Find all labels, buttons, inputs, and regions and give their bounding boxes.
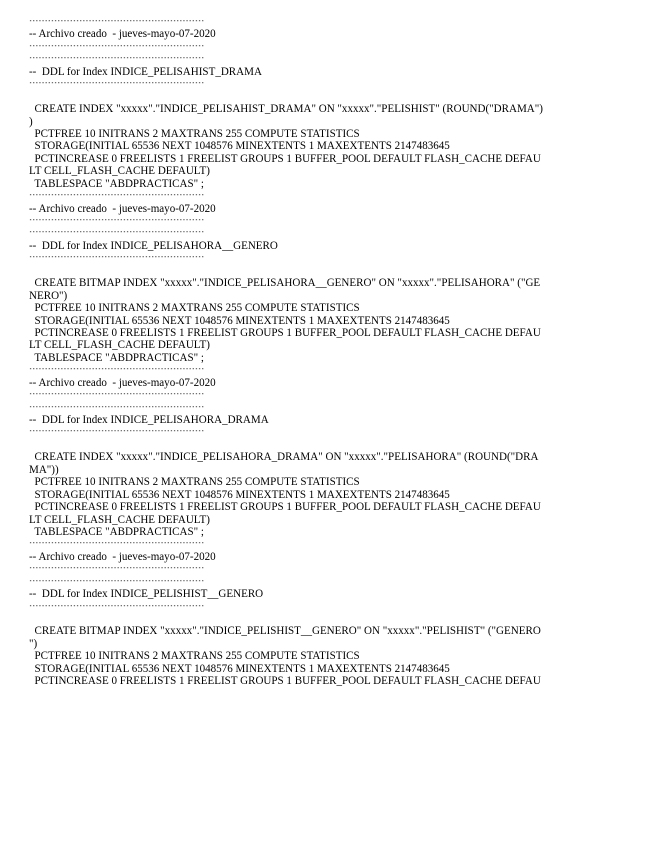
text-line: PCTFREE 10 INITRANS 2 MAXTRANS 255 COMPUTE STATISTICS — [29, 648, 360, 663]
separator-line: -------------------------------------------------------- — [29, 16, 205, 26]
separator-line: -------------------------------------------------------- — [29, 364, 205, 375]
text-line: NERO") — [29, 287, 68, 302]
text-line: -- DDL for Index INDICE_PELISAHIST_DRAMA — [29, 63, 262, 78]
text-line: PCTFREE 10 INITRANS 2 MAXTRANS 255 COMPUTE STATISTICS — [29, 474, 360, 489]
text-line: PCTINCREASE 0 FREELISTS 1 FREELIST GROUPS 1 BUFFER_POOL DEFAULT FLASH_CACHE DEFAU — [29, 324, 541, 339]
text-line: -- Archivo creado - jueves-mayo-07-2020 — [29, 548, 216, 563]
separator-line: -------------------------------------------------------- — [29, 401, 205, 412]
text-line: STORAGE(INITIAL 65536 NEXT 1048576 MINEXTENTS 1 MAXEXTENTS 2147483645 — [29, 138, 450, 153]
separator-line: -------------------------------------------------------- — [29, 78, 205, 89]
separator-line: -------------------------------------------------------- — [29, 538, 205, 549]
separator-line: -------------------------------------------------------- — [29, 389, 205, 400]
text-line: MA")) — [29, 461, 59, 476]
separator-line: -------------------------------------------------------- — [29, 563, 205, 574]
text-line: CREATE BITMAP INDEX "xxxxx"."INDICE_PELISHIST__GENERO" ON "xxxxx"."PELISHIST" ("GENERO — [29, 623, 541, 638]
separator-line: -------------------------------------------------------- — [29, 252, 205, 263]
text-line: ") — [29, 635, 38, 650]
text-line: PCTINCREASE 0 FREELISTS 1 FREELIST GROUPS 1 BUFFER_POOL DEFAULT FLASH_CACHE DEFAU — [29, 499, 541, 514]
text-line: LT CELL_FLASH_CACHE DEFAULT) — [29, 511, 210, 526]
text-line: PCTFREE 10 INITRANS 2 MAXTRANS 255 COMPUTE STATISTICS — [29, 125, 360, 140]
text-line: -- DDL for Index INDICE_PELISHIST__GENERO — [29, 586, 264, 601]
separator-line: -------------------------------------------------------- — [29, 426, 205, 437]
separator-line: -------------------------------------------------------- — [29, 575, 205, 586]
text-line: -- DDL for Index INDICE_PELISAHORA__GENERO — [29, 237, 278, 252]
text-line: CREATE INDEX "xxxxx"."INDICE_PELISAHIST_DRAMA" ON "xxxxx"."PELISHIST" (ROUND("DRAMA") — [29, 101, 543, 116]
text-line: -- Archivo creado - jueves-mayo-07-2020 — [29, 200, 216, 215]
text-line: -- Archivo creado - jueves-mayo-07-2020 — [29, 26, 216, 41]
text-line: CREATE INDEX "xxxxx"."INDICE_PELISAHORA_DRAMA" ON "xxxxx"."PELISAHORA" (ROUND("DRA — [29, 449, 539, 464]
text-line: LT CELL_FLASH_CACHE DEFAULT) — [29, 163, 210, 178]
separator-line: -------------------------------------------------------- — [29, 227, 205, 238]
separator-line: -------------------------------------------------------- — [29, 215, 205, 225]
document-page — [29, 15, 629, 687]
text-line: ) — [29, 113, 33, 128]
text-line: STORAGE(INITIAL 65536 NEXT 1048576 MINEXTENTS 1 MAXEXTENTS 2147483645 — [29, 486, 450, 501]
separator-line: -------------------------------------------------------- — [29, 600, 205, 611]
text-line: TABLESPACE "ABDPRACTICAS" ; — [29, 523, 205, 538]
text-line: PCTFREE 10 INITRANS 2 MAXTRANS 255 COMPUTE STATISTICS — [29, 300, 360, 315]
text-line: -- Archivo creado - jueves-mayo-07-2020 — [29, 374, 216, 389]
separator-line: -------------------------------------------------------- — [29, 40, 205, 51]
text-line: PCTINCREASE 0 FREELISTS 1 FREELIST GROUPS 1 BUFFER_POOL DEFAULT FLASH_CACHE DEFAU — [29, 150, 541, 165]
text-line: STORAGE(INITIAL 65536 NEXT 1048576 MINEXTENTS 1 MAXEXTENTS 2147483645 — [29, 312, 450, 327]
text-line: LT CELL_FLASH_CACHE DEFAULT) — [29, 337, 210, 352]
separator-line: -------------------------------------------------------- — [29, 53, 205, 64]
text-line: PCTINCREASE 0 FREELISTS 1 FREELIST GROUPS 1 BUFFER_POOL DEFAULT FLASH_CACHE DEFAU — [29, 673, 541, 688]
text-line: TABLESPACE "ABDPRACTICAS" ; — [29, 349, 205, 364]
text-line: STORAGE(INITIAL 65536 NEXT 1048576 MINEXTENTS 1 MAXEXTENTS 2147483645 — [29, 660, 450, 675]
text-line: CREATE BITMAP INDEX "xxxxx"."INDICE_PELISAHORA__GENERO" ON "xxxxx"."PELISAHORA" ("GE — [29, 275, 541, 290]
separator-line: -------------------------------------------------------- — [29, 190, 205, 201]
text-line: TABLESPACE "ABDPRACTICAS" ; — [29, 175, 205, 190]
text-line: -- DDL for Index INDICE_PELISAHORA_DRAMA — [29, 412, 269, 426]
